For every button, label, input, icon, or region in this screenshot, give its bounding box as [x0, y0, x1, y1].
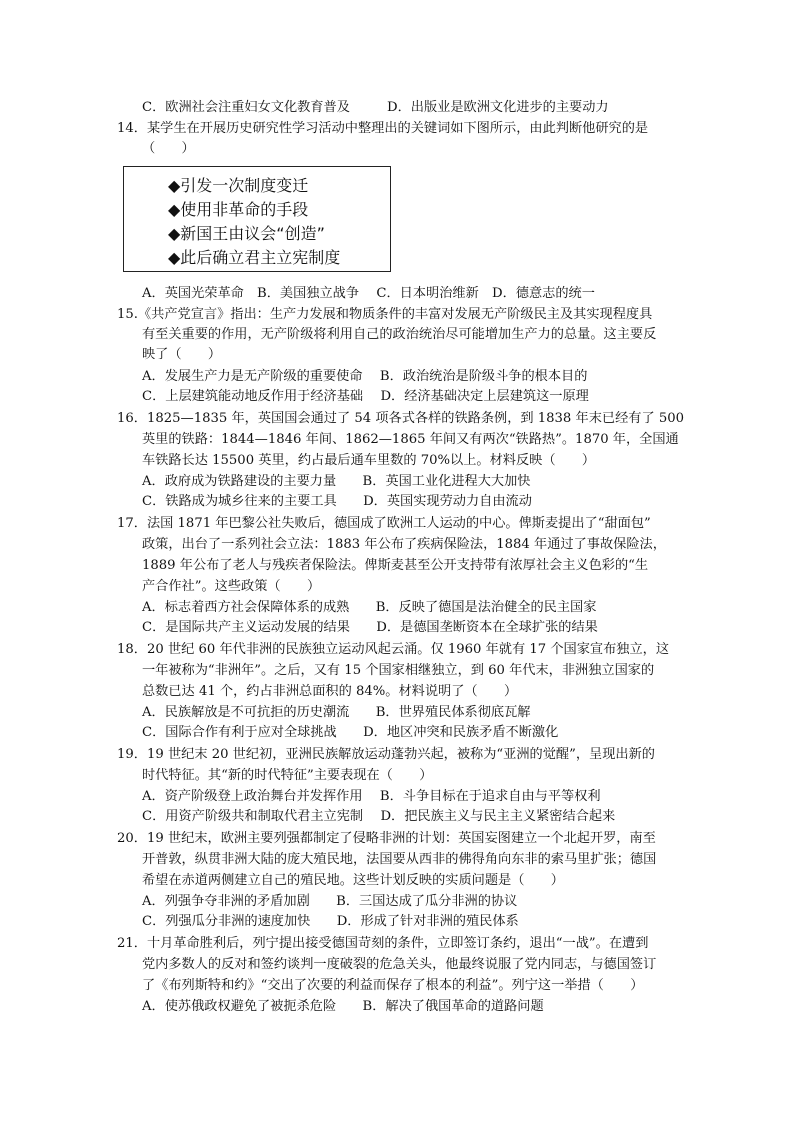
q18-stem-line-1: 18．20 世纪 60 年代非洲的民族独立运动风起云涌。仅 1960 年就有 17 个国家宣布独立，这: [117, 642, 670, 657]
q20-stem-line-1: 20．19 世纪末，欧洲主要列强都制定了侵略非洲的计划：英国妄图建立一个北起开罗，南至: [117, 831, 656, 846]
q21-stem-line-1: 21．十月革命胜利后，列宁提出接受德国苛刻的条件，立即签订条约，退出“一战”。在遭到: [117, 936, 649, 951]
q14-keyword-3: ◆新国王由议会“创造”: [168, 224, 325, 243]
q15-options-ab: A．发展生产力是无产阶级的重要使命 B．政治统治是阶级斗争的根本目的: [142, 369, 588, 384]
q17-stem-line-2: 政策，出台了一系列社会立法：1883 年公布了疾病保险法，1884 年通过了事故保险法，: [142, 537, 666, 552]
q20-options-cd: C．列强瓜分非洲的速度加快 D．形成了针对非洲的殖民体系: [142, 914, 519, 929]
q14-keyword-2: ◆使用非革命的手段: [168, 200, 309, 219]
q16-stem-line-2: 英里的铁路：1844—1846 年间、1862—1865 年间又有两次“铁路热”。1870 年，全国通: [142, 432, 679, 447]
q17-options-ab: A．标志着西方社会保障体系的成熟 B．反映了德国是法治健全的民主国家: [142, 600, 597, 615]
q18-stem-line-3: 总数已达 41 个，约占非洲总面积的 84%。材料说明了（ ）: [142, 684, 518, 699]
q16-stem-line-1: 16．1825—1835 年，英国国会通过了 54 项各式各样的铁路条例，到 1838 年末已经有了 500: [117, 411, 685, 426]
q17-stem-line-4: 产合作社”。这些政策（ ）: [142, 579, 321, 594]
q14-options: A．英国光荣革命 B．美国独立战争 C．日本明治维新 D．德意志的统一: [142, 286, 595, 301]
q16-options-ab: A．政府成为铁路建设的主要力量 B．英国工业化进程大大加快: [142, 474, 531, 489]
q19-options-ab: A．资产阶级登上政治舞台并发挥作用 B．斗争目标在于追求自由与平等权利: [142, 789, 601, 804]
q18-options-ab: A．民族解放是不可抗拒的历史潮流 B．世界殖民体系彻底瓦解: [142, 705, 531, 720]
q19-options-cd: C．用资产阶级共和制取代君主立宪制 D．把民族主义与民主主义紧密结合起来: [142, 809, 616, 824]
q20-stem-line-2: 开普敦，纵贯非洲大陆的庞大殖民地，法国要从西非的佛得角向东非的索马里扩张；德国: [142, 852, 657, 867]
q14-stem-line-2: （ ）: [142, 141, 195, 156]
q17-options-cd: C．是国际共产主义运动发展的结果 D．是德国垄断资本在全球扩张的结果: [142, 620, 598, 635]
q19-stem-line-1: 19．19 世纪末 20 世纪初，亚洲民族解放运动蓬勃兴起，被称为“亚洲的觉醒”，呈现出新的: [117, 747, 655, 762]
q17-stem-line-3: 1889 年公布了老人与残疾者保险法。俾斯麦甚至公开支持带有浓厚社会主义色彩的“生: [142, 558, 649, 573]
q14-keyword-4: ◆此后确立君主立宪制度: [168, 248, 341, 267]
q21-options-ab: A．使苏俄政权避免了被扼杀危险 B．解决了俄国革命的道路问题: [142, 999, 544, 1014]
q16-stem-line-3: 车铁路长达 15500 英里，约占最后通车里数的 70%以上。材料反映（ ）: [142, 453, 596, 468]
q19-stem-line-2: 时代特征。其“新的时代特征”主要表现在（ ）: [142, 768, 433, 783]
q20-stem-line-3: 希望在赤道两侧建立自己的殖民地。这些计划反映的实质问题是（ ）: [142, 873, 564, 888]
q21-stem-line-2: 党内多数人的反对和签约谈判一度破裂的危急关头，他最终说服了党内同志，与德国签订: [142, 957, 657, 972]
q15-options-cd: C．上层建筑能动地反作用于经济基础 D．经济基础决定上层建筑这一原理: [142, 389, 589, 404]
q20-options-ab: A．列强争夺非洲的矛盾加剧 B．三国达成了瓜分非洲的协议: [142, 894, 518, 909]
q15-stem-line-1: 15.《共产党宣言》指出：生产力发展和物质条件的丰富对发展无产阶级民主及其实现程度具: [117, 307, 653, 322]
q15-stem-line-2: 有至关重要的作用，无产阶级将利用自己的政治统治尽可能增加生产力的总量。这主要反: [142, 327, 657, 342]
q15-stem-line-3: 映了（ ）: [142, 347, 222, 362]
q18-options-cd: C．国际合作有利于应对全球挑战 D．地区冲突和民族矛盾不断激化: [142, 725, 559, 740]
q14-keyword-box: [123, 166, 391, 272]
q14-stem-line-1: 14．某学生在开展历史研究性学习活动中整理出的关键词如下图所示，由此判断他研究的是: [117, 121, 649, 136]
q14-keyword-1: ◆引发一次制度变迁: [168, 176, 309, 195]
q16-options-cd: C．铁路成为城乡往来的主要工具 D．英国实现劳动力自由流动: [142, 494, 532, 509]
q13-option-d: D．出版业是欧洲文化进步的主要动力: [387, 100, 609, 115]
q13-option-c: C．欧洲社会注重妇女文化教育普及: [142, 100, 350, 115]
q18-stem-line-2: 一年被称为“非洲年”。之后，又有 15 个国家相继独立，到 60 年代末，非洲独立国家的: [142, 663, 655, 678]
q21-stem-line-3: 了《布列斯特和约》“交出了次要的利益而保存了根本的利益”。列宁这一举措（ ）: [142, 978, 644, 993]
q17-stem-line-1: 17．法国 1871 年巴黎公社失败后，德国成了欧洲工人运动的中心。俾斯麦提出了“甜面包”: [117, 516, 651, 531]
